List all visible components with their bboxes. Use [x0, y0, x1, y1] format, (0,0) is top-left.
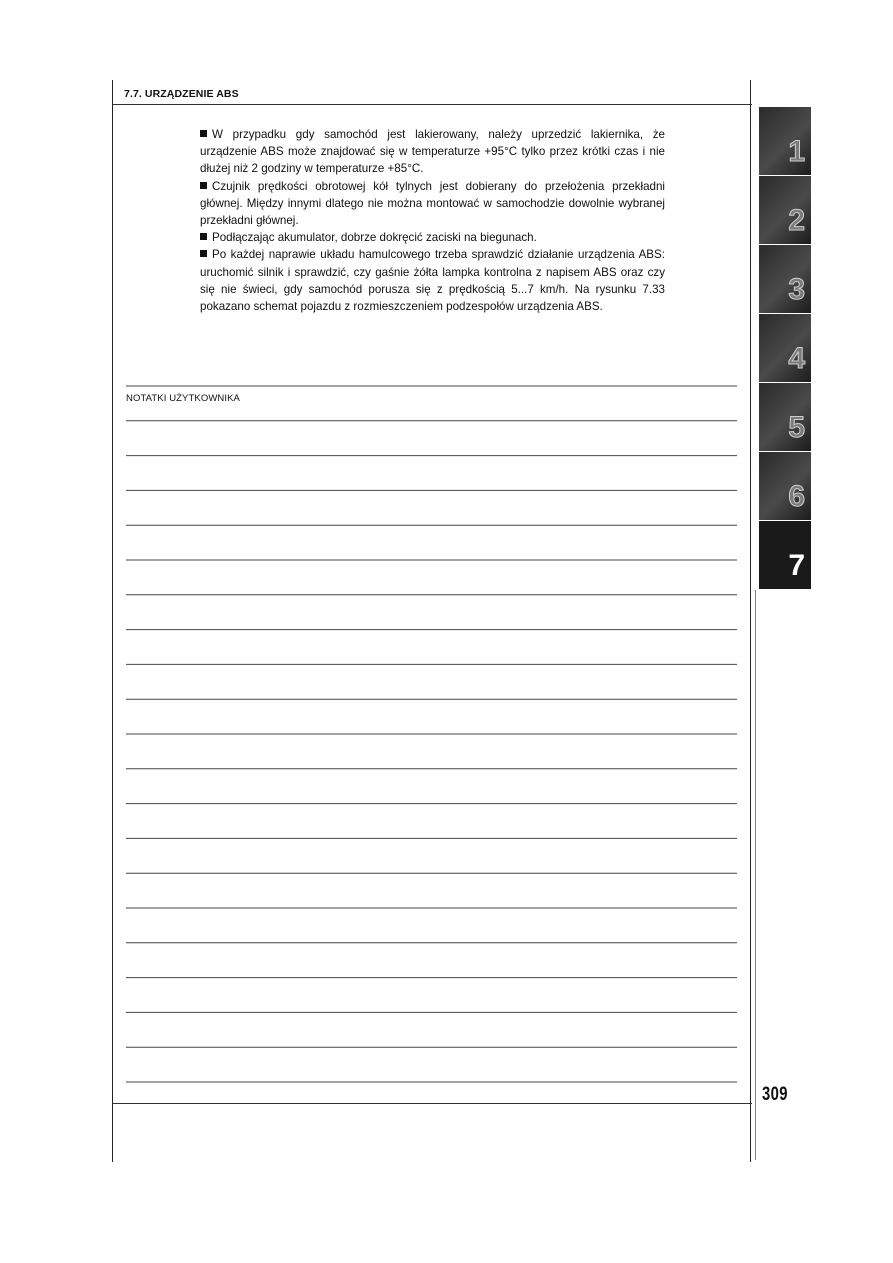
paragraph-text: Podłączając akumulator, dobrze dokręcić zaciski na biegunach. [212, 231, 537, 245]
chapter-tab-number: 1 [788, 135, 805, 168]
chapter-tabs [759, 107, 811, 590]
notes-label: NOTATKI UŻYTKOWNIKA [126, 393, 240, 404]
chapter-tab-number: 4 [788, 342, 805, 375]
chapter-tab-number: 2 [788, 204, 805, 237]
chapter-tab-1 [759, 107, 811, 175]
chapter-tab-number: 7 [788, 549, 805, 582]
paragraph-text: W przypadku gdy samochód jest lakierowany, należy uprzedzić lakiernika, że urządzenie ABS może znajdować się w temperaturze +95°C tylko przez krótki czas i nie dłużej niż 2 godziny w temperaturze +85°C. [200, 128, 665, 176]
chapter-tab-3 [759, 245, 811, 313]
chapter-tab-2 [759, 176, 811, 244]
paragraph-text: Po każdej naprawie układu hamulcowego trzeba sprawdzić działanie urządzenia ABS: uruchomić silnik i sprawdzić, czy gaśnie żółta lampka kontrolna z napisem ABS oraz czy się nie świeci, gdy samochód porusza się z prędkością 5...7 km/h. Na rysunku 7.33 pokazano schemat pojazdu z rozmieszczeniem podzespołów urządzenia ABS. [200, 248, 665, 314]
chapter-tab-number: 3 [788, 273, 805, 306]
chapter-tab-5 [759, 383, 811, 451]
section-title: 7.7. URZĄDZENIE ABS [124, 88, 239, 100]
paragraph-text: Czujnik prędkości obrotowej kół tylnych jest dobierany do przełożenia przekładni głównej. Między innymi dlatego nie można montować w samochodzie dowolnie wybranej przekładni głównej. [200, 179, 665, 228]
page-number: 309 [762, 1084, 788, 1105]
chapter-tab-4 [759, 314, 811, 382]
chapter-tab-6 [759, 452, 811, 520]
chapter-tab-number: 5 [788, 411, 805, 444]
chapter-tab-7 [759, 521, 811, 589]
chapter-tab-number: 6 [788, 480, 805, 513]
